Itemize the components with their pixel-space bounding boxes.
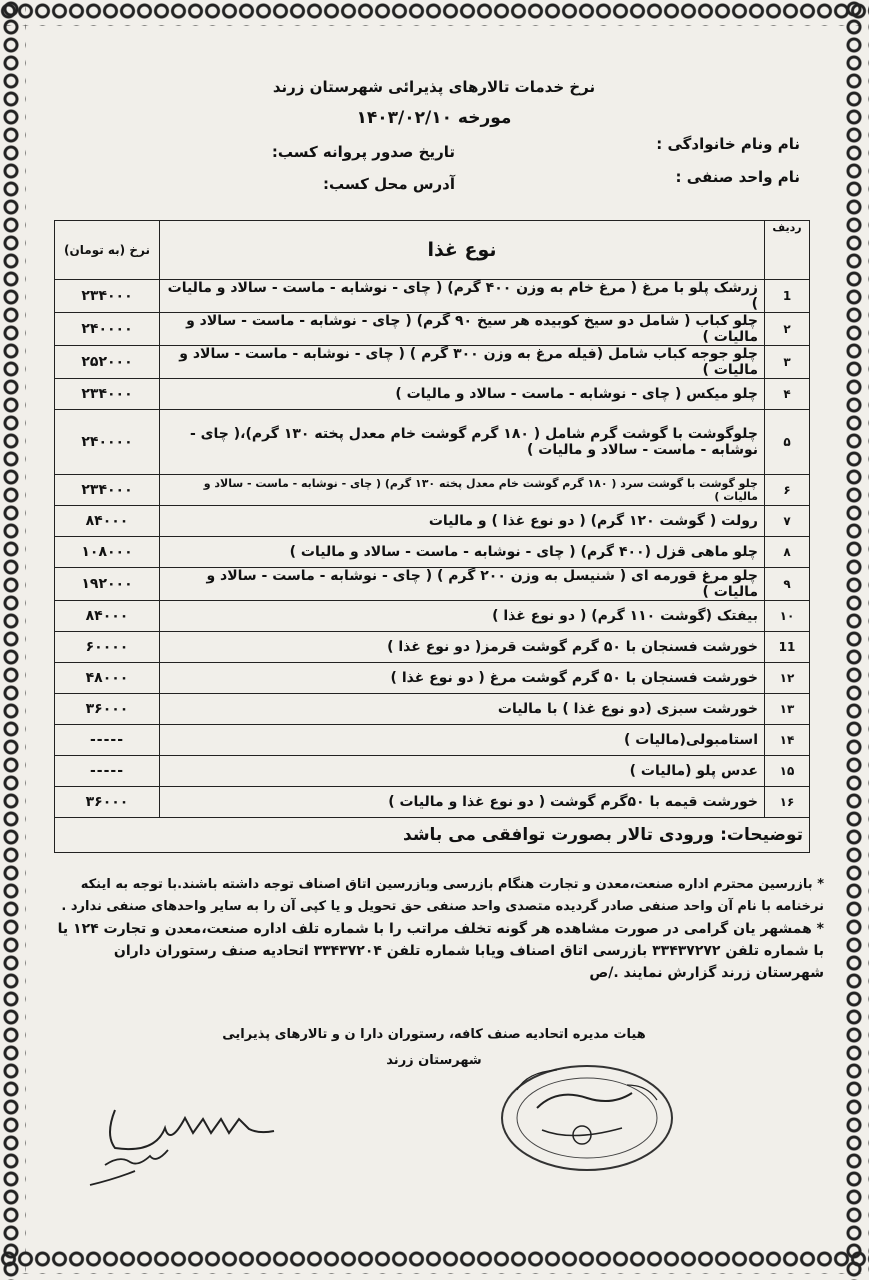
price-value: ۲۳۴۰۰۰ <box>55 280 160 313</box>
food-description: چلوگوشت با گوشت گرم شامل ( ۱۸۰ گرم گوشت خام معدل پخته ۱۳۰ گرم)،( چای - نوشابه - ماست - سالاد و مالیات ) <box>160 410 765 475</box>
food-description: چلو کباب ( شامل دو سیخ کوبیده هر سیخ ۹۰ گرم) ( چای - نوشابه - ماست - سالاد و مالیات ) <box>160 313 765 346</box>
food-description: عدس پلو (مالیات ) <box>160 756 765 787</box>
row-number: ۵ <box>765 410 810 475</box>
price-value: ----- <box>55 725 160 756</box>
price-value: ۲۳۴۰۰۰ <box>55 475 160 506</box>
table-row <box>55 725 810 756</box>
decorative-border-top <box>0 0 869 26</box>
table-row <box>55 568 810 601</box>
row-number: ۴ <box>765 379 810 410</box>
complaint-note: * همشهر یان گرامی در صورت مشاهده هر گونه تخلف مراتب را با شماره تلف اداره صنعت،معدن و تجارت ۱۲۴ یا با شماره تلفن ۳۳۴۳۷۲۷۲ بازرسی اتاق اصناف ویابا شماره تلفن ۳۳۴۳۷۲۰۴ اتحادیه صنف رستوران داران شهرستان زرند گزارش نمایند ./ص <box>57 921 824 981</box>
table-row <box>55 313 810 346</box>
decorative-border-right <box>843 0 869 1280</box>
food-description: استامبولی(مالیات ) <box>160 725 765 756</box>
price-value: ----- <box>55 756 160 787</box>
food-description: رولت ( گوشت ۱۲۰ گرم) ( دو نوع غذا ) و مالیات <box>160 506 765 537</box>
table-row <box>55 410 810 475</box>
unit-label: نام واحد صنفی : <box>675 168 800 186</box>
table-row <box>55 537 810 568</box>
table-row <box>55 475 810 506</box>
food-description: چلو میکس ( چای - نوشابه - ماست - سالاد و مالیات ) <box>160 379 765 410</box>
food-description: چلو ماهی قزل (۴۰۰ گرم) ( چای - نوشابه - ماست - سالاد و مالیات ) <box>160 537 765 568</box>
food-description: چلو گوشت با گوشت سرد ( ۱۸۰ گرم گوشت خام معدل پخته ۱۳۰ گرم) ( چای - نوشابه - ماست - سالاد و مالیات ) <box>160 475 765 506</box>
price-value: ۳۶۰۰۰ <box>55 787 160 818</box>
row-number: ۲ <box>765 313 810 346</box>
table-row <box>55 346 810 379</box>
table-row <box>55 756 810 787</box>
row-number: ۱۶ <box>765 787 810 818</box>
food-description: خورشت فسنجان با ۵۰ گرم گوشت قرمز( دو نوع غذا ) <box>160 632 765 663</box>
board-name: هیات مدیره اتحادیه صنف کافه، رستوران دارا ن و تالارهای پذیرایی <box>222 1027 646 1042</box>
document-date: مورخه ۱۴۰۳/۰۲/۱۰ <box>356 108 512 128</box>
price-value: ۶۰۰۰۰ <box>55 632 160 663</box>
header-price: نرخ (به تومان) <box>55 221 160 280</box>
notes-section <box>44 874 824 984</box>
table-row <box>55 663 810 694</box>
food-description: بیفتک (گوشت ۱۱۰ گرم) ( دو نوع غذا ) <box>160 601 765 632</box>
row-number: ۸ <box>765 537 810 568</box>
food-description: زرشک پلو با مرغ ( مرغ خام به وزن ۴۰۰ گرم) ( چای - نوشابه - ماست - سالاد و مالیات ) <box>160 280 765 313</box>
row-number: ۱۲ <box>765 663 810 694</box>
union-stamp <box>497 1060 677 1175</box>
row-number: ۳ <box>765 346 810 379</box>
table-row <box>55 632 810 663</box>
price-value: ۱۰۸۰۰۰ <box>55 537 160 568</box>
price-value: ۲۳۴۰۰۰ <box>55 379 160 410</box>
price-value: ۴۸۰۰۰ <box>55 663 160 694</box>
food-description: خورشت قیمه با ۵۰گرم گوشت ( دو نوع غذا و مالیات ) <box>160 787 765 818</box>
food-description: چلو مرغ قورمه ای ( شنیسل به وزن ۲۰۰ گرم ) ( چای - نوشابه - ماست - سالاد و مالیات ) <box>160 568 765 601</box>
inspector-note: * بازرسین محترم اداره صنعت،معدن و تجارت هنگام بازرسی وبازرسین اتاق اصناف توجه داشته باشند.با توجه به اینکه نرخنامه با نام آن واحد صنفی صادر گردیده متصدی واحد صنفی حق تحویل و یا کپی آن را به سایر واحدهای صنفی ندارد . <box>61 877 824 914</box>
price-value: ۲۴۰۰۰۰ <box>55 410 160 475</box>
row-number: ۱۴ <box>765 725 810 756</box>
table-notes-row <box>55 818 810 853</box>
price-value: ۸۴۰۰۰ <box>55 506 160 537</box>
entrance-note: توضیحات: ورودی تالار بصورت توافقی می باشد <box>55 818 810 853</box>
food-description: خورشت فسنجان با ۵۰ گرم گوشت مرغ ( دو نوع غذا ) <box>160 663 765 694</box>
table-row <box>55 506 810 537</box>
table-row <box>55 694 810 725</box>
row-number: ۷ <box>765 506 810 537</box>
row-number: ۱۵ <box>765 756 810 787</box>
decorative-border-bottom <box>0 1248 869 1274</box>
header-row-no: ردیف <box>765 221 810 280</box>
row-number: ۶ <box>765 475 810 506</box>
food-description: خورشت سبزی (دو نوع غذا ) با مالیات <box>160 694 765 725</box>
issue-date-label: تاریخ صدور پروانه کسب: <box>271 143 455 161</box>
header-food-type: نوع غذا <box>160 221 765 280</box>
decorative-border-left <box>0 0 26 1280</box>
table-header-row <box>55 221 810 280</box>
row-number: 1 <box>765 280 810 313</box>
row-number: ۱۰ <box>765 601 810 632</box>
table-row <box>55 379 810 410</box>
price-value: ۲۵۲۰۰۰ <box>55 346 160 379</box>
price-value: ۲۴۰۰۰۰ <box>55 313 160 346</box>
board-city: شهرستان زرند <box>386 1053 482 1068</box>
menu-price-table <box>54 220 810 853</box>
row-number: ۱۳ <box>765 694 810 725</box>
food-description: چلو جوجه کباب شامل (فیله مرغ به وزن ۳۰۰ گرم ) ( چای - نوشابه - ماست - سالاد و مالیات ) <box>160 346 765 379</box>
document-title: نرخ خدمات تالارهای پذیرائی شهرستان زرند <box>272 78 596 96</box>
table-row <box>55 280 810 313</box>
issuer-block <box>38 1022 830 1074</box>
name-label: نام ونام خانوادگی : <box>656 135 800 153</box>
table-row <box>55 787 810 818</box>
address-label: آدرس محل کسب: <box>323 175 455 193</box>
row-number: ۹ <box>765 568 810 601</box>
row-number: 11 <box>765 632 810 663</box>
price-value: ۱۹۲۰۰۰ <box>55 568 160 601</box>
price-value: ۸۴۰۰۰ <box>55 601 160 632</box>
price-value: ۳۶۰۰۰ <box>55 694 160 725</box>
table-row <box>55 601 810 632</box>
price-list-document <box>38 60 830 1240</box>
signature <box>75 1090 275 1200</box>
